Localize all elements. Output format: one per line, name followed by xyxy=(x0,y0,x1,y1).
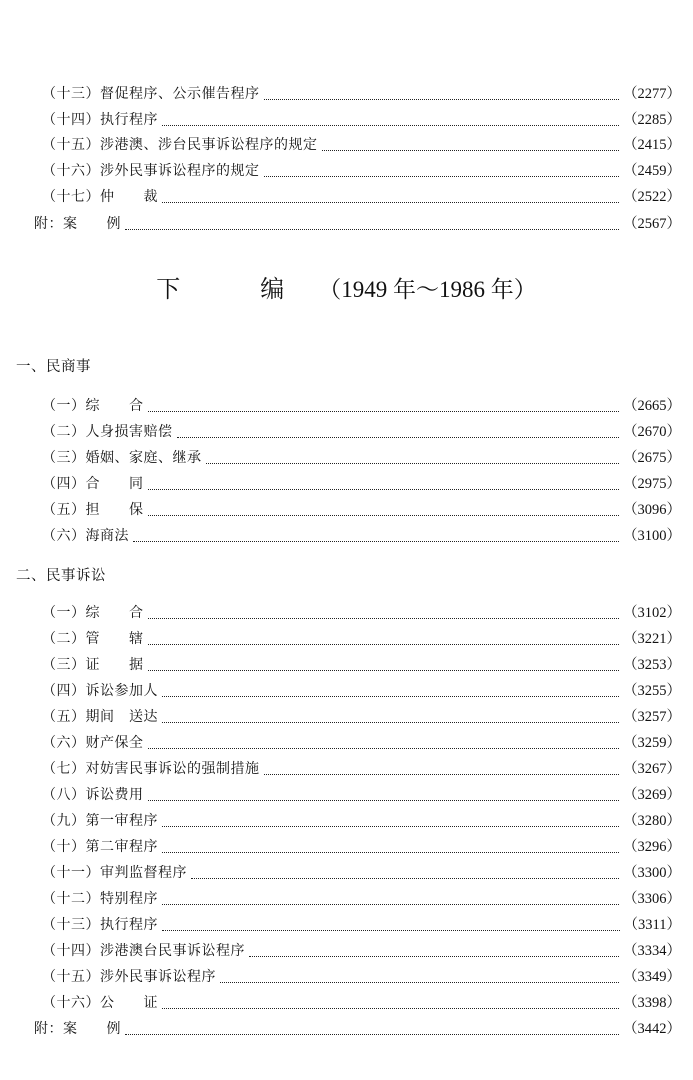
leader-dots xyxy=(125,1032,619,1035)
toc-entry-label: （十三）督促程序、公示催告程序 xyxy=(42,86,260,102)
toc-entry-page: （3306） xyxy=(623,891,681,907)
toc-entry-label: （二）管 辖 xyxy=(42,631,144,647)
toc-entry xyxy=(42,680,681,702)
toc-entry xyxy=(42,654,681,676)
toc-entry-label: （八）诉讼费用 xyxy=(42,787,144,803)
toc-entry-page: （2567） xyxy=(623,216,681,232)
toc-entry-label: （一）综 合 xyxy=(42,605,144,621)
toc-entry-page: （3349） xyxy=(623,969,681,985)
part-title-label: 下 编 xyxy=(156,275,313,303)
toc-entry-page: （3269） xyxy=(623,787,681,803)
toc-entry xyxy=(42,134,681,156)
section-heading: 二、民事诉讼 xyxy=(16,568,106,584)
toc-entry-label: （十三）执行程序 xyxy=(42,917,158,933)
toc-entry-page: （3334） xyxy=(623,943,681,959)
toc-entry-label: （十二）特别程序 xyxy=(42,891,158,907)
toc-entry xyxy=(42,758,681,780)
toc-entry-label: （七）对妨害民事诉讼的强制措施 xyxy=(42,761,260,777)
toc-entry xyxy=(42,602,681,624)
leader-dots xyxy=(133,539,619,542)
toc-entry xyxy=(42,914,681,936)
toc-entry-page: （2670） xyxy=(623,424,681,440)
toc-entry xyxy=(42,447,681,469)
toc-entry-appendix xyxy=(34,1018,681,1040)
leader-dots xyxy=(264,174,620,177)
toc-entry-page: （2415） xyxy=(623,137,681,153)
toc-entry xyxy=(42,525,681,547)
toc-entry xyxy=(42,83,681,105)
toc-entry-page: （3280） xyxy=(623,813,681,829)
toc-entry-label: （十六）涉外民事诉讼程序的规定 xyxy=(42,163,260,179)
toc-entry xyxy=(42,888,681,910)
toc-entry-page: （3398） xyxy=(623,995,681,1011)
leader-dots xyxy=(148,616,620,619)
toc-entry-label: （六）海商法 xyxy=(42,528,129,544)
toc-entry-page: （3100） xyxy=(623,528,681,544)
toc-entry-page: （2675） xyxy=(623,450,681,466)
toc-entry-page: （3102） xyxy=(623,605,681,621)
toc-entry-label: （十四）执行程序 xyxy=(42,112,158,128)
toc-entry-label: （四）合 同 xyxy=(42,476,144,492)
toc-entry xyxy=(42,628,681,650)
leader-dots xyxy=(249,954,619,957)
leader-dots xyxy=(264,97,620,100)
toc-entry xyxy=(42,836,681,858)
leader-dots xyxy=(162,694,619,697)
toc-entry xyxy=(42,109,681,131)
leader-dots xyxy=(148,746,620,749)
part-title-range: （1949 年～1986 年） xyxy=(318,277,537,302)
leader-dots xyxy=(191,876,619,879)
leader-dots xyxy=(162,824,619,827)
toc-entry xyxy=(42,499,681,521)
toc-entry-page: （3259） xyxy=(623,735,681,751)
toc-entry-label: （一）综 合 xyxy=(42,398,144,414)
toc-entry-page: （3267） xyxy=(623,761,681,777)
toc-entry-page: （2975） xyxy=(623,476,681,492)
toc-entry-label: （十一）审判监督程序 xyxy=(42,865,187,881)
leader-dots xyxy=(162,720,619,723)
toc-entry-label: （三）婚姻、家庭、继承 xyxy=(42,450,202,466)
toc-entry xyxy=(42,732,681,754)
leader-dots xyxy=(148,487,620,490)
toc-entry-page: （3221） xyxy=(623,631,681,647)
toc-entry-page: （2522） xyxy=(623,189,681,205)
toc-entry-page: （3257） xyxy=(623,709,681,725)
toc-entry-appendix xyxy=(34,213,681,235)
toc-entry-label: （十六）公 证 xyxy=(42,995,158,1011)
leader-dots xyxy=(162,1006,619,1009)
toc-entry-label: （十七）仲 裁 xyxy=(42,189,158,205)
leader-dots xyxy=(206,461,620,464)
toc-entry-label: （九）第一审程序 xyxy=(42,813,158,829)
toc-entry xyxy=(42,160,681,182)
toc-entry xyxy=(42,421,681,443)
leader-dots xyxy=(125,227,619,230)
leader-dots xyxy=(148,798,620,801)
toc-entry-label: 附：案 例 xyxy=(34,216,121,232)
part-title xyxy=(0,272,693,307)
toc-entry-page: （3442） xyxy=(623,1021,681,1037)
leader-dots xyxy=(162,928,620,931)
toc-entry-label: （五）期间 送达 xyxy=(42,709,158,725)
toc-entry-label: 附：案 例 xyxy=(34,1021,121,1037)
toc-entry xyxy=(42,862,681,884)
toc-entry-page: （3296） xyxy=(623,839,681,855)
toc-entry-label: （三）证 据 xyxy=(42,657,144,673)
toc-entry xyxy=(42,940,681,962)
toc-entry-label: （十）第二审程序 xyxy=(42,839,158,855)
leader-dots xyxy=(162,200,619,203)
leader-dots xyxy=(148,642,620,645)
toc-entry-page: （3255） xyxy=(623,683,681,699)
section-heading: 一、民商事 xyxy=(16,359,91,375)
toc-entry-label: （六）财产保全 xyxy=(42,735,144,751)
leader-dots xyxy=(162,123,619,126)
toc-entry-page: （2277） xyxy=(623,86,681,102)
toc-entry xyxy=(42,810,681,832)
toc-entry-page: （3311） xyxy=(623,917,681,933)
toc-entry-page: （3300） xyxy=(623,865,681,881)
toc-entry-page: （2665） xyxy=(623,398,681,414)
toc-entry xyxy=(42,473,681,495)
toc-entry-label: （十五）涉港澳、涉台民事诉讼程序的规定 xyxy=(42,137,318,153)
toc-entry-page: （3096） xyxy=(623,502,681,518)
leader-dots xyxy=(148,409,620,412)
toc-entry xyxy=(42,784,681,806)
toc-entry-page: （3253） xyxy=(623,657,681,673)
leader-dots xyxy=(148,513,620,516)
toc-entry-label: （五）担 保 xyxy=(42,502,144,518)
toc-entry-page: （2285） xyxy=(623,112,681,128)
toc-entry-page: （2459） xyxy=(623,163,681,179)
toc-entry-label: （二）人身损害赔偿 xyxy=(42,424,173,440)
leader-dots xyxy=(162,850,619,853)
toc-entry xyxy=(42,706,681,728)
leader-dots xyxy=(220,980,619,983)
leader-dots xyxy=(322,148,620,151)
toc-entry-label: （十四）涉港澳台民事诉讼程序 xyxy=(42,943,245,959)
toc-entry xyxy=(42,992,681,1014)
toc-entry-label: （十五）涉外民事诉讼程序 xyxy=(42,969,216,985)
toc-entry xyxy=(42,395,681,417)
leader-dots xyxy=(264,772,620,775)
leader-dots xyxy=(162,902,619,905)
leader-dots xyxy=(177,435,620,438)
toc-entry-label: （四）诉讼参加人 xyxy=(42,683,158,699)
toc-entry xyxy=(42,966,681,988)
leader-dots xyxy=(148,668,620,671)
toc-entry xyxy=(42,186,681,208)
